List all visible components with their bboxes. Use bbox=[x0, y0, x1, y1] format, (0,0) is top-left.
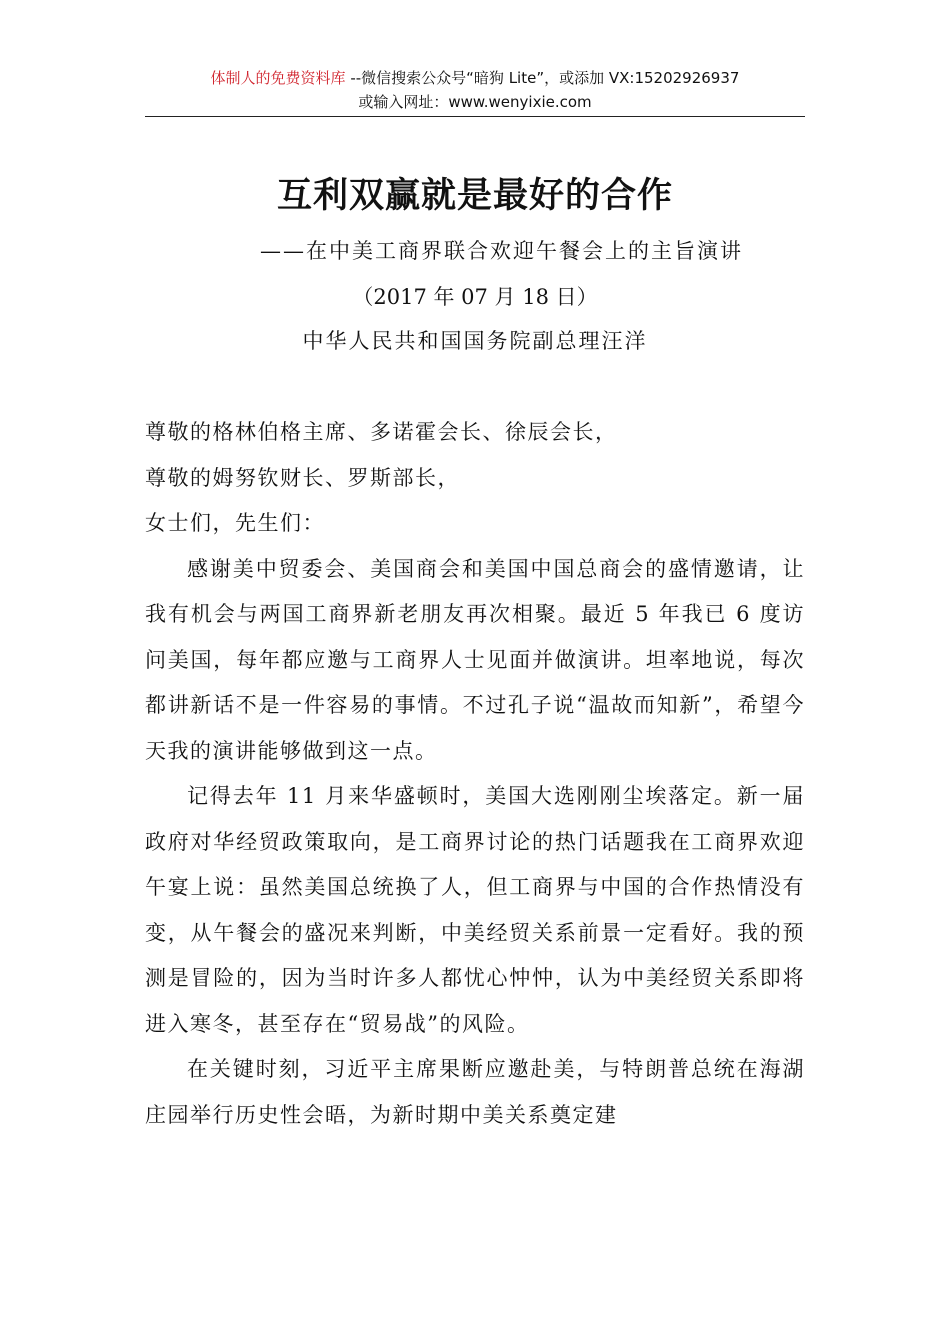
greeting-line: 尊敬的格林伯格主席、多诺霍会长、徐辰会长， bbox=[145, 420, 618, 444]
body-paragraph: 在关键时刻，习近平主席果断应邀赴美，与特朗普总统在海湖庄园举行历史性会晤，为新时期中美关系奠定建 bbox=[145, 1057, 805, 1127]
speech-body bbox=[145, 410, 805, 1138]
header-line-1 bbox=[145, 66, 805, 90]
greeting-line: 女士们，先生们： bbox=[145, 511, 325, 535]
greeting-line: 尊敬的姆努钦财长、罗斯部长， bbox=[145, 465, 460, 490]
header-line-2: 或输入网址：www.wenyixie.com bbox=[358, 93, 592, 111]
document-title: 互利双赢就是最好的合作 bbox=[276, 175, 673, 216]
document-header bbox=[145, 66, 805, 114]
header-brand: 体制人的免费资料库 bbox=[210, 69, 346, 87]
speech-date: （2017 年 07 月 18 日） bbox=[352, 285, 598, 309]
header-promo-text: --微信搜索公众号“暗狗 Lite”，或添加 VX:15202926937 bbox=[345, 69, 740, 87]
header-divider bbox=[145, 116, 805, 117]
body-paragraph: 记得去年 11 月来华盛顿时，美国大选刚刚尘埃落定。新一届政府对华经贸政策取向，是工商界讨论的热门话题我在工商界欢迎午宴上说：虽然美国总统换了人，但工商界与中国的合作热情没有变，从午餐会的盛况来判断，中美经贸关系前景一定看好。我的预测是冒险的，因为当时许多人都忧心忡忡，认为中美经贸关系即将进入寒冬，甚至存在“贸易战”的风险。 bbox=[145, 784, 805, 1036]
speaker-name: 中华人民共和国国务院副总理汪洋 bbox=[302, 329, 648, 353]
document-subtitle: ——在中美工商界联合欢迎午餐会上的主旨演讲 bbox=[260, 239, 743, 263]
body-paragraph: 感谢美中贸委会、美国商会和美国中国总商会的盛情邀请，让我有机会与两国工商界新老朋友再次相聚。最近 5 年我已 6 度访问美国，每年都应邀与工商界人士见面并做演讲。坦率地说，每次都讲新话不是一件容易的事情。不过孔子说“温故而知新”，希望今天我的演讲能够做到这一点。 bbox=[145, 556, 805, 763]
